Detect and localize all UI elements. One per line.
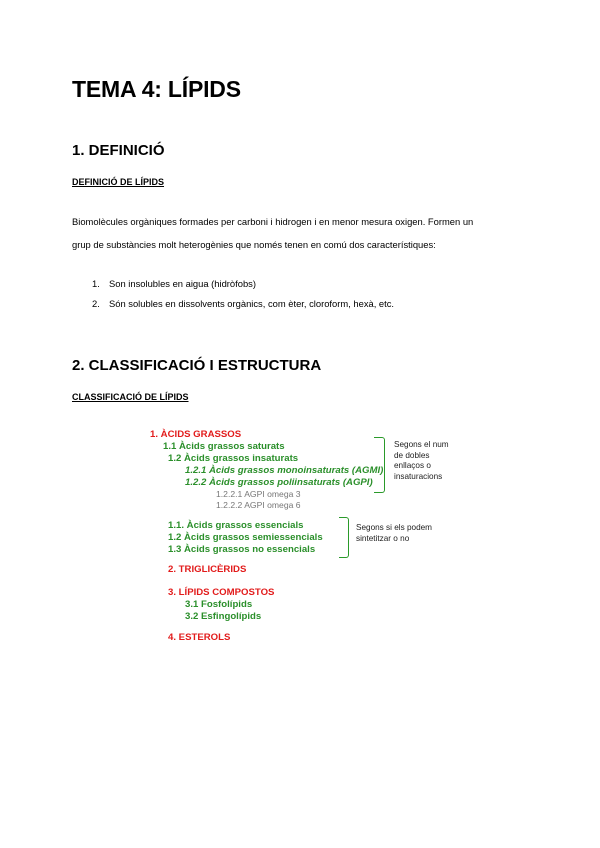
section-heading-definicio: 1. DEFINICIÓ <box>72 142 165 159</box>
subheading-definicio-lipids: DEFINICIÓ DE LÍPIDS <box>72 177 165 187</box>
note-sintetitzar <box>356 523 432 544</box>
class-insaturats: 1.2 Àcids grassos insaturats <box>168 453 299 464</box>
brace-bracket <box>374 437 385 493</box>
note-line: sintetitzar o no <box>356 533 410 543</box>
note-line: enllaços o <box>394 461 431 470</box>
class-esfingolipids: 3.2 Esfingolípids <box>185 611 262 622</box>
class-saturats: 1.1 Àcids grassos saturats <box>163 441 285 452</box>
class-lipids-compostos: 3. LÍPIDS COMPOSTOS <box>168 587 275 598</box>
class-agmi: 1.2.1 Àcids grassos monoinsaturats (AGMI) <box>185 465 384 476</box>
class-agpi: 1.2.2 Àcids grassos poliinsaturats (AGPI) <box>185 477 373 488</box>
class-acids-grassos: 1. ÀCIDS GRASSOS <box>150 429 242 440</box>
class-semiessencials: 1.2 Àcids grassos semiessencials <box>168 532 323 543</box>
class-fosfolipids: 3.1 Fosfolípids <box>185 599 253 610</box>
brace-bracket <box>339 517 349 558</box>
class-omega6: 1.2.2.2 AGPI omega 6 <box>216 500 301 510</box>
list-item <box>92 298 394 309</box>
list-text: Són solubles en dissolvents orgànics, com èter, cloroform, hexà, etc. <box>109 298 395 309</box>
list-item <box>92 278 256 289</box>
class-omega3: 1.2.2.1 AGPI omega 3 <box>216 489 301 499</box>
section-heading-classificacio: 2. CLASSIFICACIÓ I ESTRUCTURA <box>72 357 322 374</box>
class-triglicerids: 2. TRIGLICÈRIDS <box>168 564 247 575</box>
note-dobles-enllacos <box>394 440 449 482</box>
class-no-essencials: 1.3 Àcids grassos no essencials <box>168 544 316 555</box>
list-text: Son insolubles en aigua (hidròfobs) <box>109 278 256 289</box>
list-number: 2. <box>92 298 100 309</box>
class-essencials: 1.1. Àcids grassos essencials <box>168 520 304 531</box>
class-esterols: 4. ESTEROLS <box>168 632 231 643</box>
note-line: Segons si els podem <box>356 523 433 532</box>
subheading-classificacio-lipids: CLASSIFICACIÓ DE LÍPIDS <box>72 392 189 402</box>
paragraph-line: grup de substàncies molt heterogènies que només tenen en comú dos característiques: <box>72 239 436 250</box>
paragraph-line: Biomolècules orgàniques formades per carboni i hidrogen i en menor mesura oxigen. Formen un <box>72 216 474 227</box>
definition-paragraph <box>72 210 532 256</box>
note-line: insaturacions <box>394 471 443 481</box>
note-line: Segons el num <box>394 440 449 449</box>
note-line: de dobles <box>394 450 430 460</box>
page-title: TEMA 4: LÍPIDS <box>72 76 241 102</box>
list-number: 1. <box>92 278 100 289</box>
